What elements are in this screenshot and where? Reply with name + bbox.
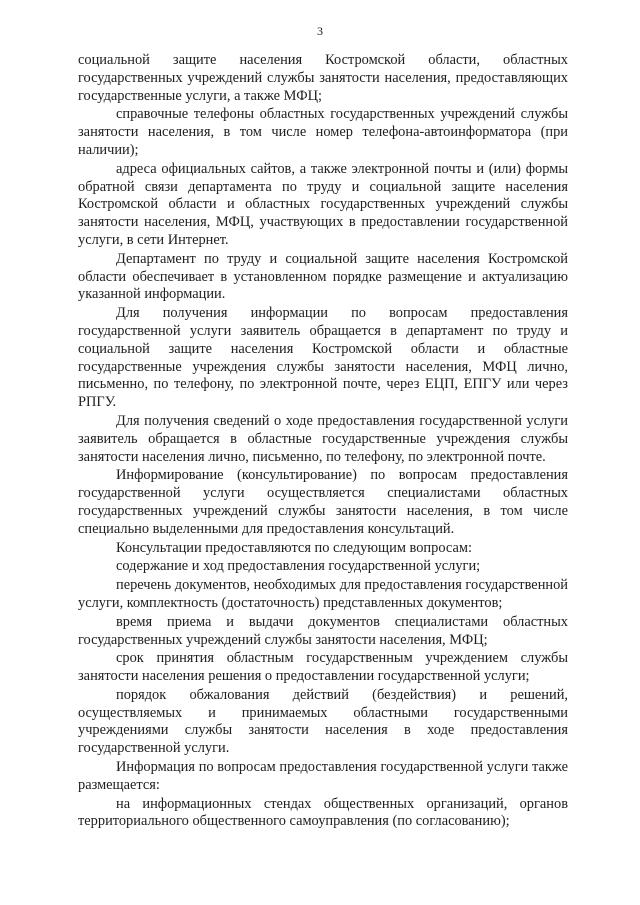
paragraph: порядок обжалования действий (бездействия) и решений, осуществляемых и принимаемых областными государственными учреждениями службы занятости населения в ходе предоставления государственной услуги. (78, 686, 568, 757)
paragraph: Для получения сведений о ходе предоставления государственной услуги заявитель обращается в областные государственные учреждения службы занятости населения лично, письменно, по телефону, по электронной почте. (78, 412, 568, 465)
paragraph: время приема и выдачи документов специалистами областных государственных учреждений службы занятости населения, МФЦ; (78, 613, 568, 648)
paragraph: Информирование (консультирование) по вопросам предоставления государственной услуги осуществляется специалистами областных государственных учреждений службы занятости населения, в том числе специально выделенными для предоставления консультаций. (78, 467, 568, 537)
paragraph: перечень документов, необходимых для предоставления государственной услуги, комплектность (достаточность) представленных документов; (78, 577, 568, 611)
paragraph: адреса официальных сайтов, а также электронной почты и (или) формы обратной связи департамента по труду и социальной защите населения Костромской области и областных государственных учреждений службы занятости населения, МФЦ, участвующих в предоставлении государственной услуги, в сети Интернет. (78, 160, 568, 248)
paragraph: Консультации предоставляются по следующим вопросам: (116, 539, 472, 556)
paragraph: на информационных стендах общественных организаций, органов территориального общественного самоуправления (по согласованию); (78, 795, 568, 830)
paragraph: содержание и ход предоставления государственной услуги; (116, 558, 481, 575)
paragraph: справочные телефоны областных государственных учреждений службы занятости населения, в том числе номер телефона-автоинформатора (при наличии); (78, 106, 568, 158)
paragraph: социальной защите населения Костромской области, областных государственных учреждений службы занятости населения, предоставляющих государственные услуги, а также МФЦ; (78, 52, 568, 104)
paragraph: Для получения информации по вопросам предоставления государственной услуги заявитель обращается в департамент по труду и социальной защите населения Костромской области и областные государственные учреждения службы занятости населения, МФЦ лично, письменно, по телефону, по электронной почте, через ЕЦП, ЕПГУ или через РПГУ. (78, 305, 568, 411)
paragraph: срок принятия областным государственным учреждением службы занятости населения решения о предоставлении государственной услуги; (78, 650, 568, 685)
document-body (78, 52, 568, 832)
paragraph: Департамент по труду и социальной защите населения Костромской области обеспечивает в установленном порядке размещение и актуализацию указанной информации. (78, 250, 568, 303)
page-number: 3 (317, 24, 323, 38)
paragraph: Информация по вопросам предоставления государственной услуги также размещается: (78, 759, 568, 793)
